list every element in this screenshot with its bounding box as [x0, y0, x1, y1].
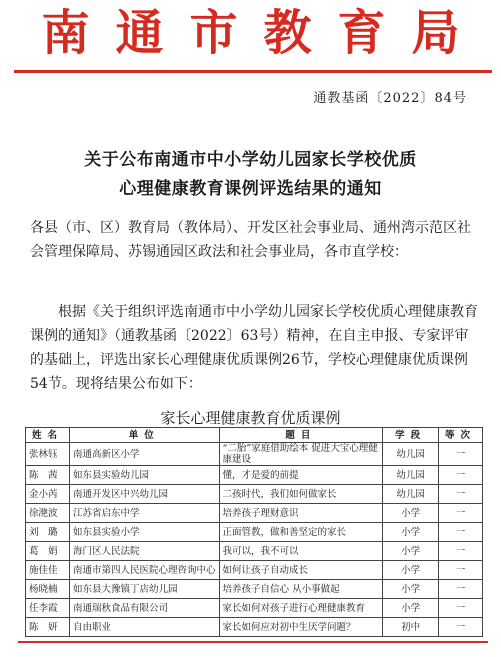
document-number: 通教基函〔2022〕84号	[313, 91, 467, 106]
cell-unit: 南通高新区小学	[69, 443, 219, 466]
cell-name: 任李霞	[26, 599, 70, 618]
cell-rank: 一	[439, 542, 483, 561]
table-row	[26, 523, 483, 542]
cell-rank: 一	[439, 618, 483, 637]
cell-rank: 一	[439, 523, 483, 542]
cell-stage: 幼儿园	[383, 466, 439, 485]
column-header-name: 姓名	[26, 428, 70, 443]
cell-topic: 培养孩子自信心 从小事做起	[219, 580, 383, 599]
document-title-line-2: 心理健康教育课例评选结果的通知	[119, 179, 382, 199]
cell-stage: 初中	[383, 618, 439, 637]
cell-name: 张林钰	[26, 443, 70, 466]
cell-topic: “二胎”家庭借助绘本 促进大宝心理健康建设	[219, 443, 383, 466]
table-body	[26, 443, 483, 637]
cell-name: 施佳佳	[26, 561, 70, 580]
column-header-rank: 等次	[439, 428, 483, 443]
table-row	[26, 618, 483, 637]
cell-name: 杨晓楠	[26, 580, 70, 599]
bottom-red-line	[18, 641, 488, 643]
cell-topic: 如何让孩子自动成长	[219, 561, 383, 580]
cell-stage: 小学	[383, 580, 439, 599]
cell-stage: 小学	[383, 523, 439, 542]
cell-unit: 如东县实验小学	[69, 523, 219, 542]
cell-name: 陈 茜	[26, 466, 70, 485]
table-header-row	[26, 428, 483, 443]
cell-rank: 一	[439, 580, 483, 599]
table-row	[26, 485, 483, 504]
cell-unit: 南通开发区中兴幼儿园	[69, 485, 219, 504]
table-row	[26, 504, 483, 523]
cell-topic: 家长如何应对初中生厌学问题？	[219, 618, 383, 637]
cell-stage: 幼儿园	[383, 443, 439, 466]
cell-topic: 正面管教，做和善坚定的家长	[219, 523, 383, 542]
cell-unit: 南通瑞秋食品有限公司	[69, 599, 219, 618]
table-row	[26, 599, 483, 618]
body-paragraph: 根据《关于组织评选南通市中小学幼儿园家长学校优质心理健康教育课例的通知》（通教基函〔2022〕63号）精神，在自主申报、专家评审的基础上，评选出家长心理健康优质课例26节，学校心理健康优质课例54节。现将结果公布如下：	[30, 304, 478, 392]
cell-unit: 海门区人民法院	[69, 542, 219, 561]
table-row	[26, 443, 483, 466]
cell-unit: 如东县大豫镇丁店幼儿园	[69, 580, 219, 599]
cell-stage: 幼儿园	[383, 485, 439, 504]
cell-rank: 一	[439, 466, 483, 485]
addressee-paragraph: 各县（市、区）教育局（教体局）、开发区社会事业局、通州湾示范区社会管理保障局、苏锡通园区政法和社会事业局，各市直学校：	[30, 220, 471, 260]
table-caption: 家长心理健康教育优质课例	[160, 409, 341, 427]
cell-topic: 懂，才是爱的前提	[219, 466, 383, 485]
cell-name: 徐滟波	[26, 504, 70, 523]
cell-stage: 小学	[383, 561, 439, 580]
cell-rank: 一	[439, 504, 483, 523]
cell-name: 葛 娟	[26, 542, 70, 561]
table-row	[26, 466, 483, 485]
cell-topic: 家长如何对孩子进行心理健康教育	[219, 599, 383, 618]
column-header-topic: 题目	[219, 428, 383, 443]
cell-unit: 江苏省启东中学	[69, 504, 219, 523]
table-row	[26, 561, 483, 580]
cell-rank: 一	[439, 485, 483, 504]
issuing-authority-header: 南通市教育局	[41, 5, 486, 61]
cell-name: 陈 妍	[26, 618, 70, 637]
cell-stage: 小学	[383, 542, 439, 561]
table-row	[26, 542, 483, 561]
table-row	[26, 580, 483, 599]
cell-topic: 二孩时代，我们如何做家长	[219, 485, 383, 504]
cell-unit: 自由职业	[69, 618, 219, 637]
cell-rank: 一	[439, 599, 483, 618]
cell-unit: 如东县实验幼儿园	[69, 466, 219, 485]
cell-name: 刘 璐	[26, 523, 70, 542]
cell-rank: 一	[439, 443, 483, 466]
column-header-unit: 单位	[69, 428, 219, 443]
cell-stage: 小学	[383, 599, 439, 618]
cell-name: 金小芮	[26, 485, 70, 504]
cell-unit: 南通市第四人民医院心理咨询中心	[69, 561, 219, 580]
document-title-line-1: 关于公布南通市中小学幼儿园家长学校优质	[84, 150, 417, 170]
results-table	[25, 427, 483, 637]
cell-rank: 一	[439, 561, 483, 580]
cell-topic: 我可以，我不可以	[219, 542, 383, 561]
cell-topic: 培养孩子理财意识	[219, 504, 383, 523]
cell-stage: 小学	[383, 504, 439, 523]
header-red-rule	[14, 70, 492, 73]
column-header-stage: 学段	[383, 428, 439, 443]
